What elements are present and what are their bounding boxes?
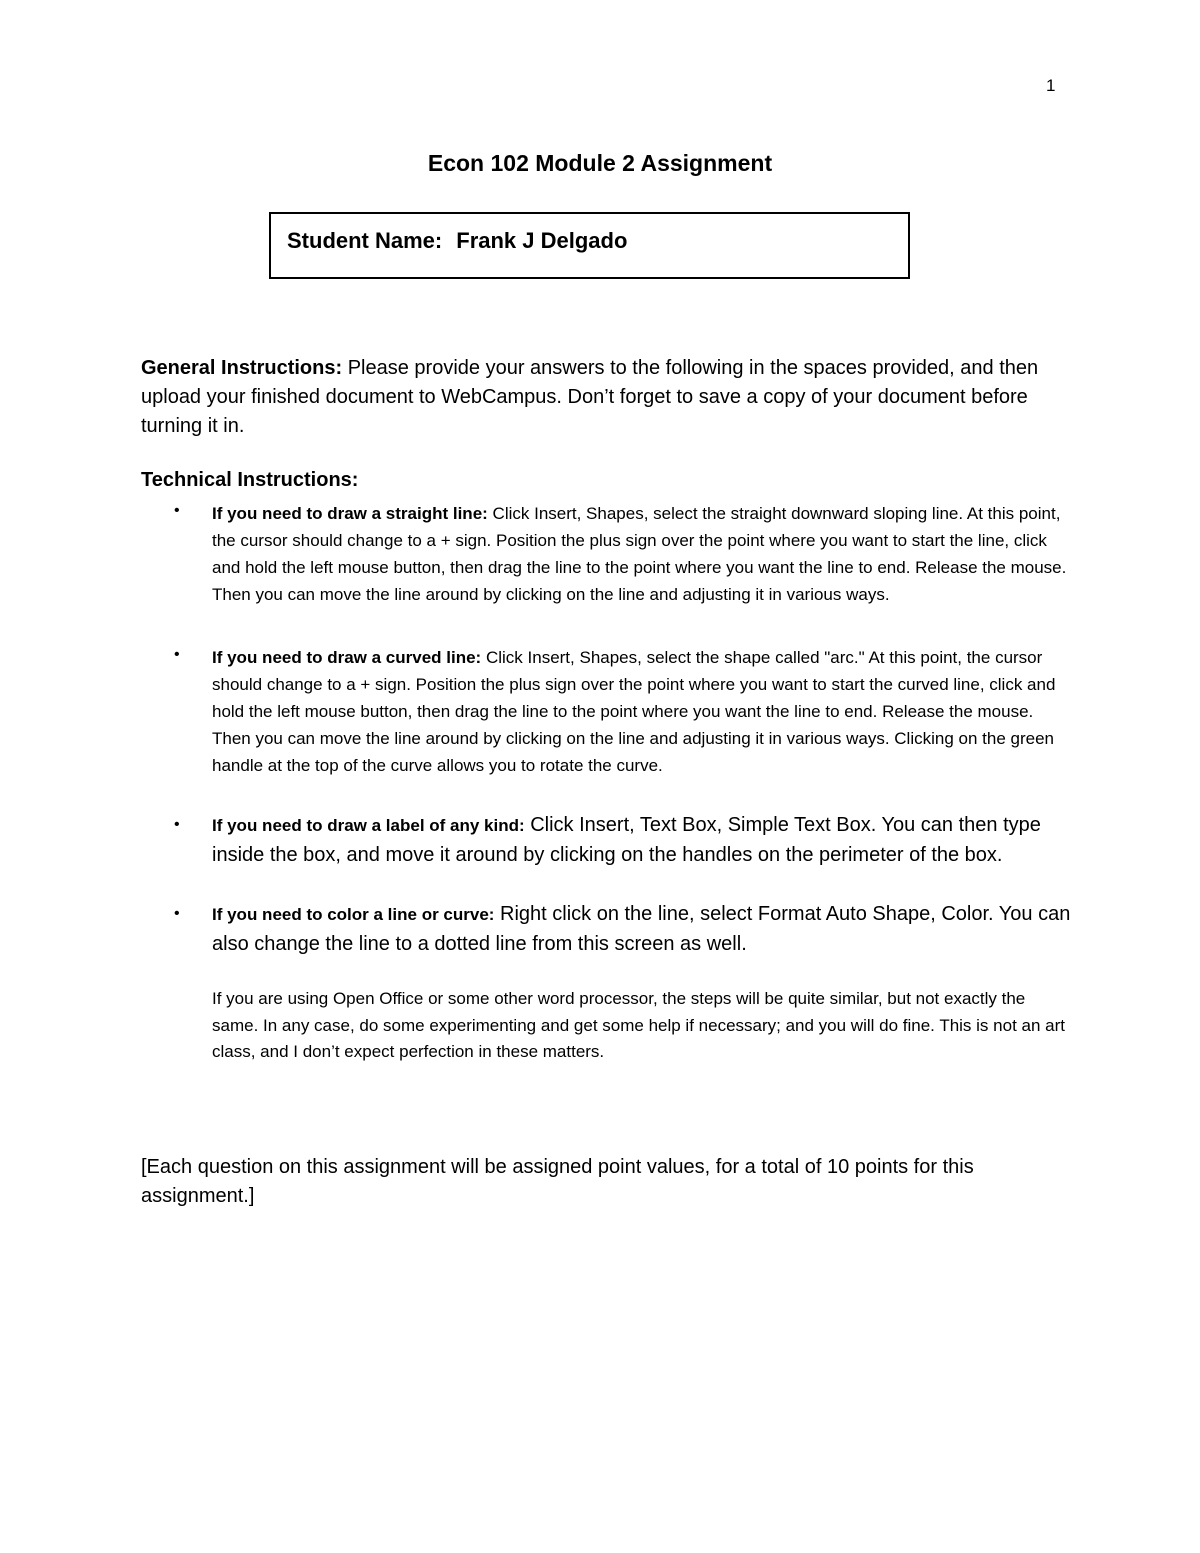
instruction-text: Click Insert, Text Box, Simple Text Box. You can then type inside the box, and move it around by clicking on the handles on the perimeter of the box. [212, 814, 1041, 866]
general-instructions-text: Please provide your answers to the following in the spaces provided, and then upload your finished document to WebCampus. Don’t forget to save a copy of your document before turning it in. [141, 357, 1039, 437]
bullet-icon: • [174, 816, 180, 833]
instruction-text: Right click on the line, select Format Auto Shape, Color. You can also change the line to a dotted line from this screen as well. [212, 903, 1071, 955]
student-name-line [287, 228, 627, 254]
instruction-curved-line [212, 644, 1072, 779]
instruction-lead: If you need to draw a label of any kind: [212, 816, 525, 835]
instruction-text: Click Insert, Shapes, select the straight downward sloping line. At this point, the cursor should change to a + sign. Position the plus sign over the point where you want to start the line, click and hold the left mouse button, then drag the line to the point where you want the line to end. Release the mouse. Then you can move the line around by clicking on the line and adjusting it in various ways. [212, 504, 1067, 604]
student-name-value: Frank J Delgado [456, 228, 628, 253]
page-number: 1 [1046, 76, 1056, 95]
student-name-label: Student Name: [287, 228, 443, 253]
general-instructions-label: General Instructions: [141, 357, 343, 379]
student-name-box [269, 212, 910, 279]
bullet-icon: • [174, 646, 180, 663]
general-instructions [141, 354, 1061, 441]
instruction-lead: If you need to color a line or curve: [212, 905, 495, 924]
instruction-lead: If you need to draw a curved line: [212, 648, 482, 667]
instruction-lead: If you need to draw a straight line: [212, 504, 488, 523]
instruction-color [212, 900, 1072, 959]
word-processor-note: If you are using Open Office or some other word processor, the steps will be quite similar, but not exactly the same. In any case, do some experimenting and get some help if necessary; and you will do fine. This is not an art class, and I don’t expect perfection in these matters. [212, 989, 1065, 1061]
instruction-text: Click Insert, Shapes, select the shape called "arc." At this point, the cursor should change to a + sign. Position the plus sign over the point where you want to start the curved line, click and hold the left mouse button, then drag the line to the point where you want the line to end. Release the mouse. Then you can move the line around by clicking on the line and adjusting it in various ways. Clicking on the green handle at the top of the curve allows you to rotate the curve. [212, 648, 1056, 775]
instruction-label [212, 811, 1072, 870]
document-title: Econ 102 Module 2 Assignment [427, 150, 773, 176]
bullet-icon: • [174, 905, 180, 922]
technical-instructions-heading: Technical Instructions: [141, 469, 359, 491]
closing-note: [Each question on this assignment will be assigned point values, for a total of 10 points for this assignment.] [141, 1156, 974, 1207]
instruction-straight-line [212, 500, 1072, 608]
bullet-icon: • [174, 502, 180, 519]
